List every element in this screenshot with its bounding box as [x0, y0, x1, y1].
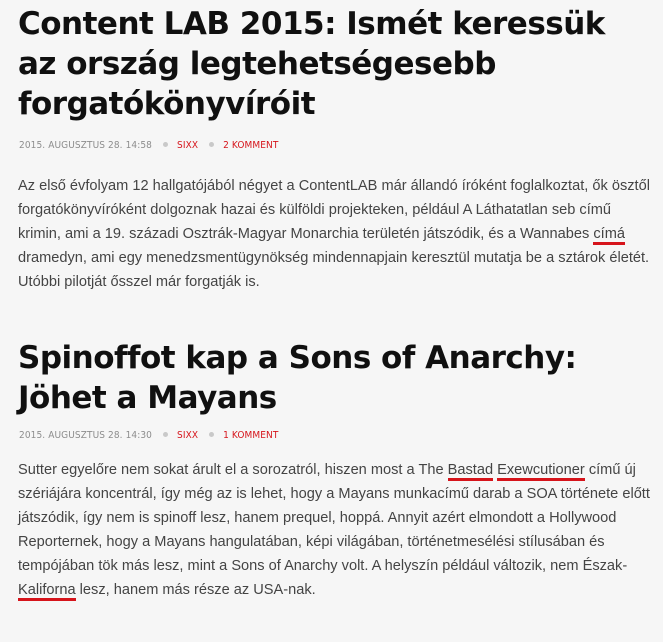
spellcheck-underlined-word[interactable]: Exewcutioner — [497, 462, 585, 481]
body-text-segment: dramedyn, ami egy menedzsmentügynökség mindennapjain keresztül mutatja be a sztárok életét. Utóbbi pilotját ősszel már forgatják is. — [18, 250, 650, 290]
body-text-segment: Az első évfolyam 12 hallgatójából négyet a ContentLAB már állandó íróként foglalkoztat, ők ösztől forgatókönyvíróként dolgoznak hazai és külföldi projekteken, például A Láthatatlan seb című krimin, ami a 19. századi Osztrák-Magyar Monarchia területén játszódik, és a Wannabes — [18, 178, 650, 242]
spellcheck-underlined-word[interactable]: címá — [593, 226, 625, 245]
article-body — [0, 458, 658, 602]
body-text-segment: című új szériájára koncentrál, így még az is lehet, hogy a Mayans munkacímű darab a SOA története előtt játszódik, így nem is spinoff lesz, hanem prequel, hoppá. Annyit azért elmondott a Hollywood Reporternek, hogy a Mayans hangulatában, képi világában, történetmesélési stílusában és tempójában tök más lesz, mint a Sons of Anarchy volt. A helyszín például változik, nem Észak- — [18, 462, 650, 574]
author-link[interactable]: SIXX — [177, 140, 199, 151]
comments-link[interactable]: 1 KOMMENT — [223, 430, 279, 441]
article-title[interactable]: Content LAB 2015: Ismét keressük az ország legtehetségesebb forgatókönyvíróit — [18, 6, 605, 122]
spellcheck-underlined-word[interactable]: Bastad — [448, 462, 493, 481]
article-body — [0, 174, 658, 294]
author-link[interactable]: SIXX — [177, 430, 199, 441]
separator-dot-icon — [209, 142, 214, 147]
spellcheck-underlined-word[interactable]: Kaliforna — [18, 582, 76, 601]
body-text-segment: Sutter egyelőre nem sokat árult el a sorozatról, hiszen most a The — [18, 462, 448, 478]
article-date: 2015. AUGUSZTUS 28. 14:30 — [19, 430, 153, 441]
separator-dot-icon — [163, 142, 168, 147]
article-sons-of-anarchy — [0, 334, 663, 598]
body-text-segment: lesz, hanem más része az USA-nak. — [75, 582, 316, 598]
article-date: 2015. AUGUSZTUS 28. 14:58 — [19, 140, 153, 151]
article-title[interactable]: Spinoffot kap a Sons of Anarchy: Jöhet a Mayans — [18, 340, 577, 416]
separator-dot-icon — [163, 432, 168, 437]
article-content-lab — [0, 0, 663, 290]
article-meta — [0, 139, 278, 153]
comments-link[interactable]: 2 KOMMENT — [223, 140, 279, 151]
article-meta — [0, 429, 278, 443]
separator-dot-icon — [209, 432, 214, 437]
